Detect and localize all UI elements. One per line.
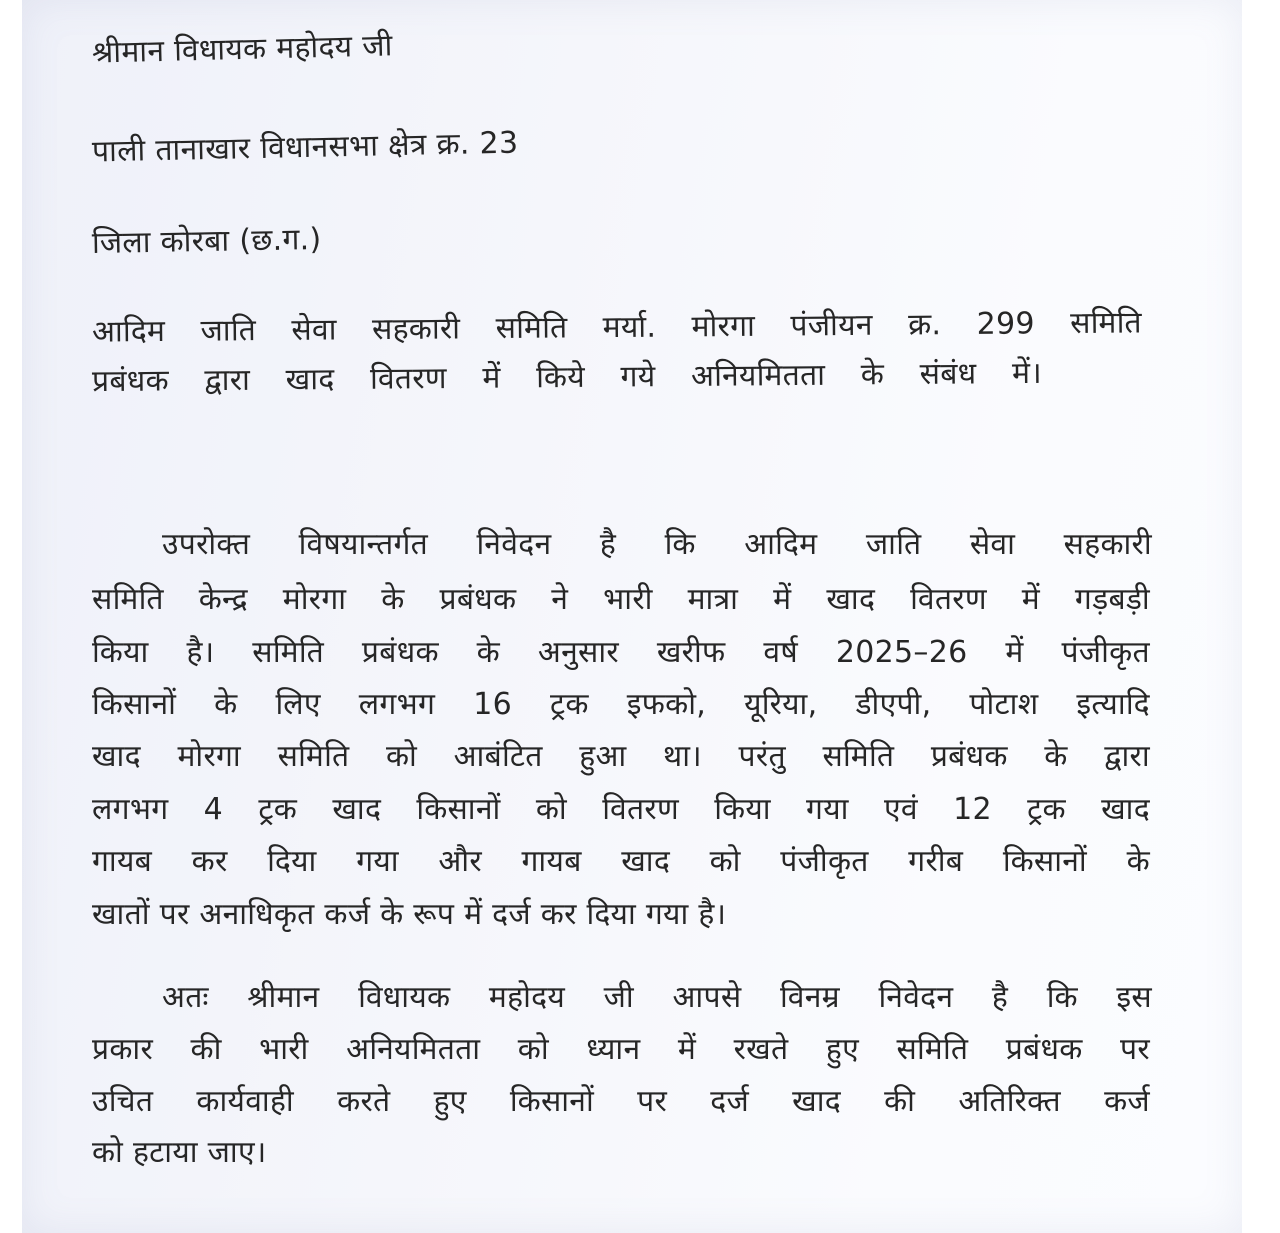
word: प्रबंधक (361, 635, 439, 670)
word: महोदय (488, 980, 566, 1015)
word: जी (603, 980, 634, 1015)
word: प्रकार (92, 1032, 154, 1067)
word: समिति (822, 739, 895, 774)
word: आबंटित (453, 739, 543, 774)
word: की (884, 1084, 916, 1119)
word: समिति (896, 1032, 969, 1067)
word: ने (551, 582, 569, 617)
word: दिया (267, 844, 317, 879)
word: भारी (603, 582, 653, 617)
word: आपसे (672, 980, 742, 1015)
word: और (438, 844, 482, 879)
address-line-3: जिला कोरबा (छ.ग.) (91, 222, 322, 262)
word: वितरण (910, 582, 987, 617)
word: आदिम (744, 527, 818, 562)
word: समिति (277, 739, 350, 774)
word: भारी (259, 1032, 309, 1067)
word: को (535, 792, 567, 827)
word: में (677, 1032, 697, 1067)
word: 12 (953, 792, 992, 827)
word: की (190, 1032, 222, 1067)
word: को (709, 844, 741, 879)
word: ट्रक (258, 792, 298, 827)
word: समिति (1069, 305, 1143, 342)
word: गरीब (908, 844, 964, 879)
word: अतः (162, 980, 209, 1015)
word: गये (620, 359, 656, 395)
word: सहकारी (1063, 527, 1152, 562)
word: एवं (883, 792, 918, 827)
word: था। (663, 739, 702, 774)
word: हुए (433, 1084, 467, 1119)
word: कर्ज (1104, 1084, 1150, 1119)
word: प्रबंधक (91, 363, 170, 400)
word: विधायक (358, 980, 451, 1015)
word: है। (186, 635, 215, 670)
word: उपरोक्त (162, 527, 251, 562)
word: को (517, 1032, 549, 1067)
word: रखते (733, 1032, 789, 1067)
word: अनियमितता (346, 1032, 481, 1067)
word: गया (806, 792, 849, 827)
word: श्रीमान (247, 980, 320, 1015)
word: इस (1116, 980, 1152, 1015)
word: है (991, 980, 1009, 1015)
word: विषयान्तर्गत (298, 527, 429, 562)
word: मात्रा (687, 582, 739, 617)
word: में (1021, 582, 1040, 617)
word: को (385, 739, 418, 774)
word: मोरगा (691, 308, 756, 345)
word: द्वारा (204, 362, 251, 399)
body-para2-line1 (162, 978, 1152, 1018)
word: प्रबंधक (930, 739, 1008, 774)
word: यूरिया, (744, 687, 818, 722)
word: ट्रक (1027, 792, 1066, 827)
word: गायब (521, 844, 582, 879)
word: 2025–26 (835, 635, 968, 670)
word: प्रबंधक (1005, 1032, 1083, 1067)
word: के (476, 635, 500, 670)
body-para1-line4 (92, 685, 1150, 725)
word: में (1005, 635, 1024, 670)
word: खाद (1101, 792, 1150, 827)
word: जाति (865, 527, 922, 562)
word: आदिम (91, 313, 166, 350)
body-para1-line6 (92, 790, 1150, 830)
word: लिए (275, 687, 321, 722)
word: किये (536, 359, 586, 396)
word: किया (92, 635, 149, 670)
word: पंजीकृत (780, 844, 869, 879)
word: कि (664, 527, 696, 562)
word: सेवा (291, 312, 337, 348)
word: 4 (203, 792, 224, 827)
word: के (214, 687, 238, 722)
word: अतिरिक्त (958, 1084, 1061, 1119)
word: लगभग (358, 687, 436, 722)
word: द्वारा (1104, 739, 1150, 774)
word: ट्रक (549, 687, 589, 722)
word: किया (714, 792, 771, 827)
body-para2-line4: को हटाया जाए। (92, 1135, 267, 1170)
word: कार्यवाही (196, 1084, 294, 1119)
word: खरीफ (656, 635, 726, 670)
word: वितरण (602, 792, 679, 827)
word: खाद (621, 844, 671, 879)
word: में (482, 360, 501, 396)
word: विनम्र (779, 980, 840, 1015)
word: केन्द्र (198, 582, 248, 617)
word: समिति (495, 310, 568, 347)
word: किसानों (416, 792, 501, 827)
body-para1-line1 (162, 525, 1152, 565)
body-para2-line3 (92, 1082, 1150, 1122)
word: उचित (92, 1084, 154, 1119)
word: पंजीकृत (1061, 635, 1150, 670)
word: में (773, 582, 792, 617)
letter-page (22, 0, 1242, 1233)
word: पर (1120, 1032, 1150, 1067)
word: किसानों (509, 1084, 595, 1119)
word: इत्यादि (1076, 687, 1150, 722)
body-para1-line8: खातों पर अनाधिकृत कर्ज के रूप में दर्ज कर दिया गया है। (92, 897, 727, 932)
word: लगभग (92, 792, 169, 827)
word: अनुसार (537, 635, 619, 670)
subject-line-1 (92, 303, 1142, 352)
word: मर्या. (602, 309, 657, 346)
word: गायब (92, 844, 153, 879)
word: कि (1046, 980, 1078, 1015)
body-para1-line5 (92, 737, 1150, 777)
word: सेवा (969, 527, 1016, 562)
word: हुए (825, 1032, 859, 1067)
word: वर्ष (763, 635, 798, 670)
word: किसानों (1002, 844, 1087, 879)
word: किसानों (92, 687, 177, 722)
word: खाद (826, 582, 876, 617)
body-para1-line3 (92, 633, 1150, 673)
word: क्र. (907, 307, 942, 343)
body-para1-line2 (92, 580, 1150, 620)
word: निवेदन (476, 527, 552, 562)
word: ध्यान (586, 1032, 641, 1067)
word: वितरण (369, 361, 447, 397)
word: खाद (285, 362, 335, 398)
word: सहकारी (371, 311, 461, 348)
word: 16 (473, 687, 512, 722)
word: खाद (792, 1084, 841, 1119)
word: में। (1011, 355, 1043, 392)
word: मोरगा (177, 739, 241, 774)
word: अनियमितता (690, 357, 826, 394)
word: के (1044, 739, 1068, 774)
word: परंतु (738, 739, 786, 774)
body-para1-line7 (92, 842, 1150, 882)
word: प्रबंधक (439, 582, 517, 617)
word: के (381, 582, 405, 617)
word: समिति (92, 582, 164, 617)
word: दर्ज (710, 1084, 750, 1119)
word: खाद (92, 739, 141, 774)
body-para2-line2 (92, 1030, 1150, 1070)
word: निवेदन (878, 980, 954, 1015)
word: खाद (332, 792, 382, 827)
word: इफको, (626, 687, 707, 722)
word: 299 (976, 306, 1035, 342)
address-line-2: पाली तानाखार विधानसभा क्षेत्र क्र. 23 (91, 125, 519, 170)
word: समिति (252, 635, 325, 670)
word: गड़बड़ी (1074, 582, 1150, 617)
word: कर (191, 844, 228, 879)
address-line-1: श्रीमान विधायक महोदय जी (91, 28, 393, 71)
word: के (860, 357, 885, 393)
word: पर (637, 1084, 668, 1119)
subject-line-2 (92, 354, 1042, 402)
word: मोरगा (282, 582, 347, 617)
word: जाति (200, 313, 257, 349)
word: करते (337, 1084, 391, 1119)
word: हुआ (579, 739, 627, 774)
word: पंजीयन (790, 307, 873, 344)
word: पोटाश (969, 687, 1039, 722)
word: के (1126, 844, 1150, 879)
word: डीएपी, (855, 687, 932, 722)
word: है (599, 527, 617, 562)
word: गया (356, 844, 399, 879)
word: संबंध (919, 356, 977, 392)
